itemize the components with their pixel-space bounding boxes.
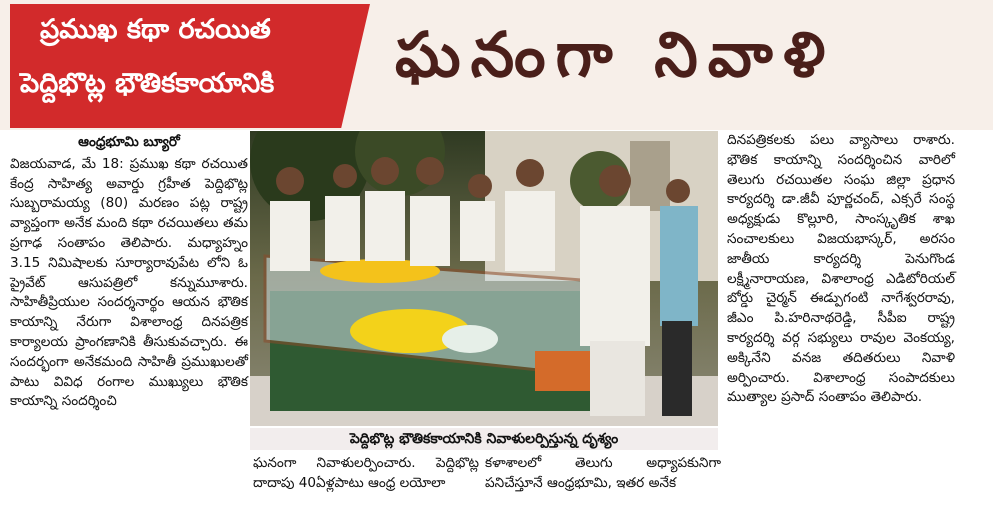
article-column-3 [727, 131, 955, 408]
article-column-2b [485, 454, 721, 494]
headline: ఘనంగా నివాళి [395, 18, 836, 91]
article-text-col2b: కళాశాలలో తెలుగు అధ్యాపకునిగా పనిచేస్తూనే ఆంధ్రభూమి, ఇతర అనేక [485, 455, 721, 491]
kicker-line-2: పెద్దిభొట్ల భౌతికకాయానికి [20, 68, 275, 99]
article-column-2a [253, 454, 479, 494]
byline: ఆంధ్రభూమి బ్యూరో [78, 134, 180, 150]
article-text-col3: దినపత్రికలకు పలు వ్యాసాలు రాశారు. భౌతిక కాయాన్ని సందర్శించిన వారిలో తెలుగు రచయితల సంఘ జిల్లా ప్రధాన కార్యదర్శి డా.జీవీ పూర్ణచంద్, ఎక్సరే సంస్థ అధ్యక్షుడు కొల్లూరి, సాంస్కృతిక శాఖ సంచాలకులు విజయభాస్కర్, అరసం జాతీయ కార్యదర్శి పెనుగొండ లక్ష్మీనారాయణ, విశాలాంధ్ర ఎడిటోరియల్ బోర్డు చైర్మన్ ఈడ్పుగంటి నాగేశ్వరరావు, జీఎం పి.హరినాథరెడ్డి, సీపీఐ రాష్ట్ర కార్యదర్శి వర్గ సభ్యులు రావుల వెంకయ్య, అక్కినేని వనజ తదితరులు నివాళి అర్పించారు. విశాలాంధ్ర సంపాదకులు ముత్యాల ప్రసాద్ సంతాపం తెలిపారు. [727, 132, 955, 406]
article-text-col1: విజయవాడ, మే 18: ప్రముఖ కథా రచయిత కేంద్ర సాహిత్య అవార్డు గ్రహీత పెద్దిభొట్ల సుబ్బరామయ్య (80) మరణం పట్ల రాష్ట్ర వ్యాప్తంగా అనేక మంది కథా రచయితలు తమ ప్రగాఢ సంతాపం తెలిపారు. మధ్యాహ్నం 3.15 నిమిషాలకు సూర్యారావుపేట లోని ఓ ప్రైవేట్ ఆసుపత్రిలో కన్నుమూశారు. సాహితీప్రియుల సందర్శనార్థం ఆయన భౌతిక కాయాన్ని నేరుగా విశాలాంధ్ర దినపత్రిక కార్యాలయ ప్రాంగణానికి తీసుకువచ్చారు. ఈ సందర్భంగా అనేకమంది సాహితీ ప్రముఖులతో పాటు వివిధ రంగాల ముఖ్యులు భౌతిక కాయాన్ని సందర్శించి [10, 155, 248, 410]
kicker-line-1: ప్రముఖ కథా రచయిత [40, 14, 271, 45]
article-text-col2a: ఘనంగా నివాళులర్పించారు. పెద్దిభొట్ల దాదాపు 40ఏళ్లపాటు ఆంధ్ర లయోలా [253, 455, 479, 491]
photo-caption: పెద్దిభొట్ల భౌతికకాయానికి నివాళులర్పిస్తున్న దృశ్యం [250, 428, 718, 450]
header-banner [0, 0, 993, 130]
news-photo [250, 131, 718, 426]
tribute-scene-image [250, 131, 718, 426]
article-column-1 [10, 133, 248, 412]
